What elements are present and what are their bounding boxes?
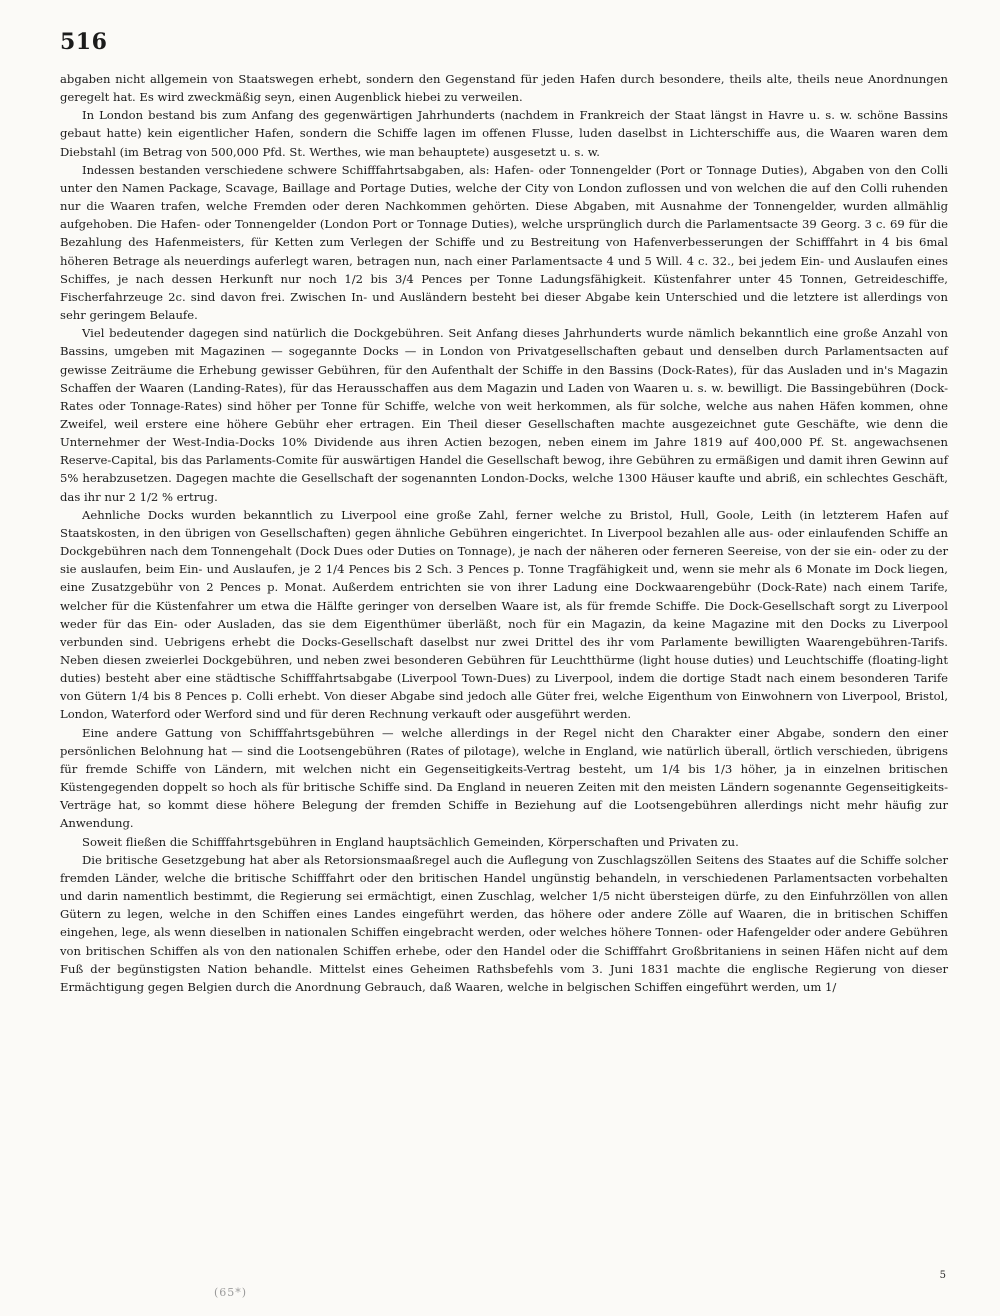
paragraph: abgaben nicht allgemein von Staatswegen erhebt, sondern den Gegenstand für jeden Hafen durch besondere, theils alte, theils neue Anordnungen geregelt hat. Es wird zweckmäßig seyn, einen Augenblick hiebei zu verweilen.: [60, 72, 948, 105]
edge-mark: 5: [939, 1270, 946, 1281]
paragraph: Eine andere Gattung von Schifffahrtsgebühren — welche allerdings in der Regel nicht den Charakter einer Abgabe, sondern den einer persönlichen Belohnung hat — sind die Lootsengebühren (Rates of pilotage), welche in England, wie natürlich überall, örtlich verschieden, übrigens für fremde Schiffe von Ländern, mit welchen nicht ein Gegenseitigkeits-Vertrag besteht, um 1/4 bis 1/3 höher, ja in einzelnen britischen Küstengegenden doppelt so hoch als für britische Schiffe sind. Da England in neueren Zeiten mit den meisten Ländern sogenannte Gegenseitigkeits-Verträge hat, so kommt diese höhere Belegung der fremden Schiffe in Beziehung auf die Lootsengebühren allerdings nicht mehr häufig zur Anwendung.: [60, 725, 948, 831]
signature-mark: (65*): [214, 1286, 248, 1299]
paragraph: Die britische Gesetzgebung hat aber als Retorsionsmaaßregel auch die Auflegung von Zuschlagszöllen Seitens des Staates auf die Schiffe solcher fremden Länder, welche die britische Schifffahrt oder den britischen Handel ungünstig behandeln, in verschiedenen Parlamentsacten vorbehalten und darin namentlich bestimmt, die Regierung sei ermächtigt, einen Zuschlag, welcher 1/5 nicht übersteigen dürfe, zu den Einfuhrzöllen von allen Gütern zu legen, welche in den Schiffen eines Landes eingeführt werden, das höhere oder andere Zölle auf Waaren, die in britischen Schiffen eingehen, lege, als wenn dieselben in nationalen Schiffen eingebracht werden, oder welches höhere Tonnen- oder Hafengelder oder andere Gebühren von britischen Schiffen als von den nationalen Schiffen erhebe, oder den Handel oder die Schifffahrt Großbritaniens in seinen Häfen nicht auf dem Fuß der begünstigsten Nation behandle. Mittelst eines Geheimen Rathsbefehls vom 3. Juni 1831 machte die englische Regierung von dieser Ermächtigung gegen Belgien durch die Anordnung Gebrauch, daß Waaren, welche in belgischen Schiffen eingeführt werden, um 1/: [60, 852, 948, 994]
paragraph: In London bestand bis zum Anfang des gegenwärtigen Jahrhunderts (nachdem in Frankreich der Staat längst in Havre u. s. w. schöne Bassins gebaut hatte) kein eigentlicher Hafen, sondern die Schiffe lagen im offenen Flusse, luden daselbst in Lichterschiffe aus, die Waaren waren dem Diebstahl (im Betrag von 500,000 Pfd. St. Werthes, wie man behauptete) ausgesetzt u. s. w.: [60, 108, 948, 159]
paragraph: Indessen bestanden verschiedene schwere Schifffahrtsabgaben, als: Hafen- oder Tonnengelder (Port or Tonnage Duties), Abgaben von den Colli unter den Namen Package, Scavage, Baillage and Portage Duties, welche der City von London zuflossen und von welchen die auf den Colli ruhenden nur die Waaren trafen, welche Fremden oder deren Nachkommen gehörten. Diese Abgaben, mit Ausnahme der Tonnengelder, wurden allmählig aufgehoben. Die Hafen- oder Tonnengelder (London Port or Tonnage Duties), welche ursprünglich durch die Parlamentsacte 39 Georg. 3 c. 69 für die Bezahlung des Hafenmeisters, für Ketten zum Verlegen der Schiffe und zu Bestreitung von Hafenverbesserungen der Schifffahrt in 4 bis 6mal höheren Betrage als neuerdings auferlegt waren, betragen nun, nach einer Parlamentsacte 4 und 5 Will. 4 c. 32., bei jedem Ein- und Auslaufen eines Schiffes, je nach dessen Herkunft nur noch 1/2 bis 3/4 Pences per Tonne Ladungsfähigkeit. Küstenfahrer unter 45 Tonnen, Getreideschiffe, Fischerfahrzeuge 2c. sind davon frei. Zwischen In- und Ausländern besteht bei dieser Abgabe kein Unterschied und die letztere ist allerdings von sehr geringem Belaufe.: [60, 162, 948, 323]
body-text: [60, 70, 948, 996]
paragraph: Aehnliche Docks wurden bekanntlich zu Liverpool eine große Zahl, ferner welche zu Bristol, Hull, Goole, Leith (in letzterem Hafen auf Staatskosten, in den übrigen von Gesellschaften) gegen ähnliche Gebühren eingerichtet. In Liverpool bezahlen alle aus- oder einlaufenden Schiffe an Dockgebühren nach dem Tonnengehalt (Dock Dues oder Duties on Tonnage), je nach der näheren oder ferneren Seereise, von der sie ein- oder zu der sie auslaufen, beim Ein- und Auslaufen, je 2 1/4 Pences bis 2 Sch. 3 Pences p. Tonne Tragfähigkeit und, wenn sie mehr als 6 Monate im Dock liegen, eine Zusatzgebühr von 2 Pences p. Monat. Außerdem entrichten sie von ihrer Ladung eine Dockwaarengebühr (Dock-Rate) nach einem Tarife, welcher für die Küstenfahrer um etwa die Hälfte geringer von derselben Waare ist, als für fremde Schiffe. Die Dock-Gesellschaft sorgt zu Liverpool weder für das Ein- oder Ausladen, das sie dem Eigenthümer überläßt, noch für ein Magazin, da keine Magazine mit den Docks zu Liverpool verbunden sind. Uebrigens erhebt die Docks-Gesellschaft daselbst nur zwei Drittel des ihr vom Parlamente bewilligten Waarengebühren-Tarifs. Neben diesen zweierlei Dockgebühren, und neben zwei besonderen Gebühren für Leuchtthürme (light house duties) und Leuchtschiffe (floating-light duties) besteht aber eine städtische Schifffahrtsabgabe (Liverpool Town-Dues) zu Liverpool, indem die dortige Stadt nach einem besonderen Tarife von Gütern 1/4 bis 8 Pences p. Colli erhebt. Von dieser Abgabe sind jedoch alle Güter frei, welche Eigenthum von Einwohnern von Liverpool, Bristol, London, Waterford oder Werford sind und für deren Rechnung verkauft oder ausgeführt werden.: [60, 507, 948, 722]
paragraph: Viel bedeutender dagegen sind natürlich die Dockgebühren. Seit Anfang dieses Jahrhunderts wurde nämlich bekanntlich eine große Anzahl von Bassins, umgeben mit Magazinen — sogegannte Docks — in London von Privatgesellschaften gebaut und denselben durch Parlamentsacten auf gewisse Zeiträume die Erhebung gewisser Gebühren, für den Aufenthalt der Schiffe in den Bassins (Dock-Rates), für das Ausladen und in's Magazin Schaffen der Waaren (Landing-Rates), für das Herausschaffen aus dem Magazin und Laden von Waaren u. s. w. bewilligt. Die Bassingebühren (Dock-Rates oder Tonnage-Rates) sind höher per Tonne für Schiffe, welche von weit herkommen, als für solche, welche aus nahen Häfen kommen, ohne Zweifel, weil erstere eine höhere Gebühr eher ertragen. Ein Theil dieser Gesellschaften machte ausgezeichnet gute Geschäfte, wie denn die Unternehmer der West-India-Docks 10% Dividende aus ihren Actien bezogen, neben einem im Jahre 1819 auf 400,000 Pf. St. angewachsenen Reserve-Capital, bis das Parlaments-Comite für auswärtigen Handel die Gesellschaft bewog, ihre Gebühren zu ermäßigen und damit ihren Gewinn auf 5% herabzusetzen. Dagegen machte die Gesellschaft der sogenannten London-Docks, welche 1300 Häuser kaufte und abriß, ein schlechtes Geschäft, das ihr nur 2 1/2 % ertrug.: [60, 326, 948, 504]
paragraph: Soweit fließen die Schifffahrtsgebühren in England hauptsächlich Gemeinden, Körperschaften und Privaten zu.: [82, 834, 739, 849]
page-number: 516: [60, 29, 108, 55]
